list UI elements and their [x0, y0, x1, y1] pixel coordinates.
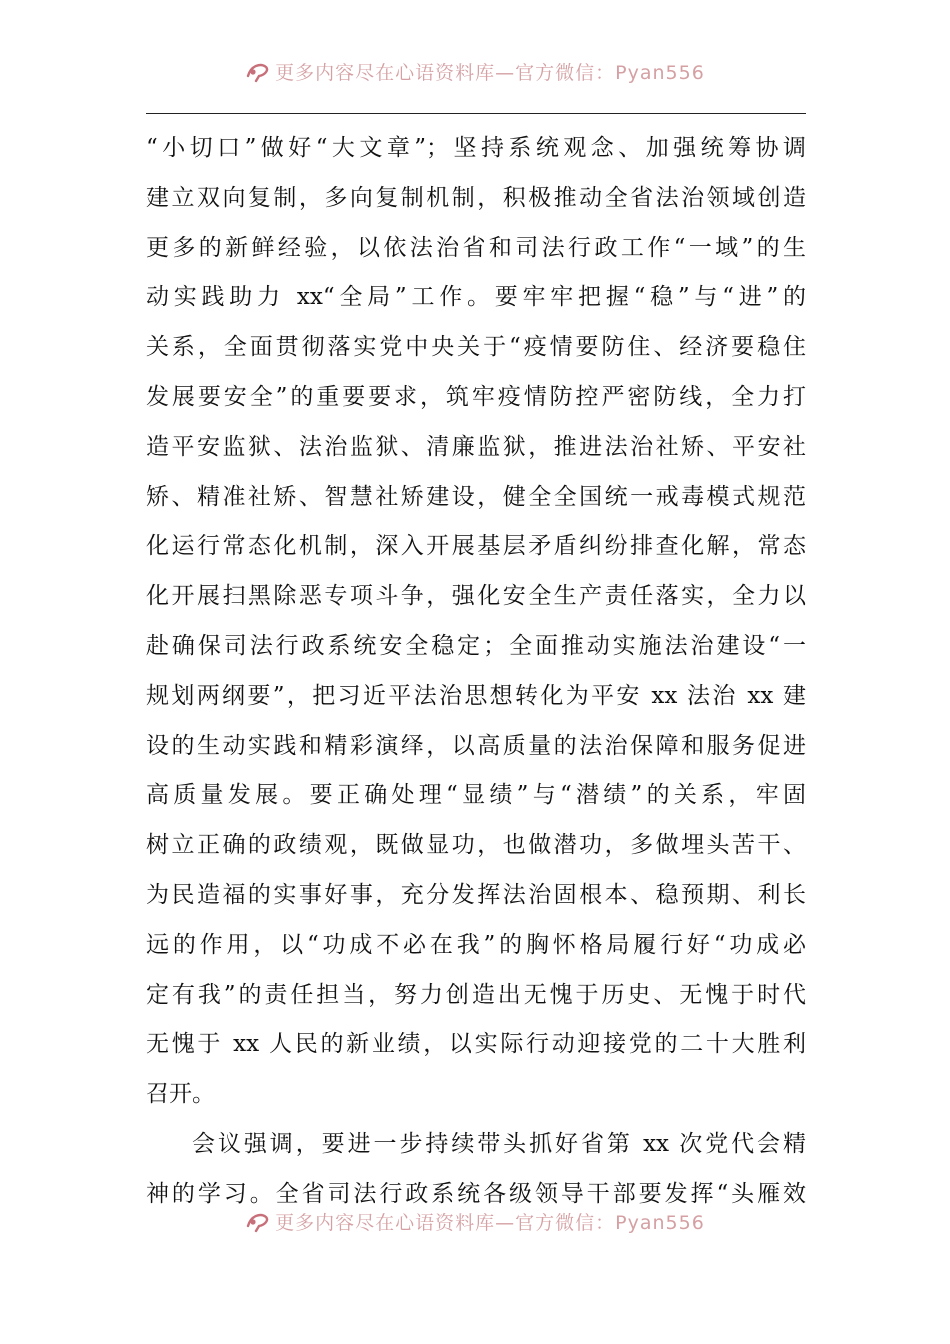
footer-watermark: [0, 1208, 950, 1235]
document-body: [146, 124, 806, 1220]
text-line: 规划两纲要”，把习近平法治思想转化为平安 xx 法治 xx 建: [146, 682, 806, 709]
text-line: 化运行常态化机制，深入开展基层矛盾纠纷排查化解，常态: [146, 533, 806, 560]
header-watermark: [0, 58, 950, 85]
text-line: 定有我”的责任担当，努力创造出无愧于历史、无愧于时代: [146, 981, 806, 1008]
logo-icon: [245, 1211, 271, 1233]
text-line: 建立双向复制，多向复制机制，积极推动全省法治领域创造: [146, 184, 806, 211]
text-line: 为民造福的实事好事，充分发挥法治固根本、稳预期、利长: [146, 881, 806, 908]
text-line: 设的生动实践和精彩演绎，以高质量的法治保障和服务促进: [146, 732, 806, 759]
text-line: 神的学习。全省司法行政系统各级领导干部要发挥“头雁效: [146, 1180, 806, 1207]
text-line: 化开展扫黑除恶专项斗争，强化安全生产责任落实，全力以: [146, 583, 806, 610]
text-line: 关系，全面贯彻落实党中央关于“疫情要防住、经济要稳住: [146, 334, 806, 361]
paragraph-start-line: 会议强调，要进一步持续带头抓好省第 xx 次党代会精: [192, 1130, 806, 1157]
text-line: 树立正确的政绩观，既做显功，也做潜功，多做埋头苦干、: [146, 832, 806, 859]
logo-icon: [245, 61, 271, 83]
text-line: 矫、精准社矫、智慧社矫建设，健全全国统一戒毒模式规范: [146, 483, 806, 510]
header-divider: [146, 113, 806, 114]
text-line: 造平安监狱、法治监狱、清廉监狱，推进法治社矫、平安社: [146, 433, 806, 460]
watermark-text: 更多内容尽在心语资料库—官方微信：Pyan556: [275, 1212, 705, 1234]
paragraph-end-line: 召开。: [146, 1081, 215, 1108]
text-line: “小切口”做好“大文章”；坚持系统观念、加强统筹协调: [146, 135, 806, 161]
text-line: 赴确保司法行政系统安全稳定；全面推动实施法治建设“一: [146, 632, 806, 659]
text-line: 无愧于 xx 人民的新业绩，以实际行动迎接党的二十大胜利: [146, 1031, 806, 1058]
text-line: 远的作用，以“功成不必在我”的胸怀格局履行好“功成必: [146, 931, 806, 958]
text-line: 发展要安全”的重要要求，筑牢疫情防控严密防线，全力打: [146, 383, 806, 410]
text-line: 动实践助力 xx“全局”工作。要牢牢把握“稳”与“进”的: [146, 284, 806, 311]
text-line: 高质量发展。要正确处理“显绩”与“潜绩”的关系，牢固: [146, 782, 806, 809]
text-line: 更多的新鲜经验，以依法治省和司法行政工作“一域”的生: [146, 234, 806, 261]
watermark-text: 更多内容尽在心语资料库—官方微信：Pyan556: [275, 62, 705, 84]
